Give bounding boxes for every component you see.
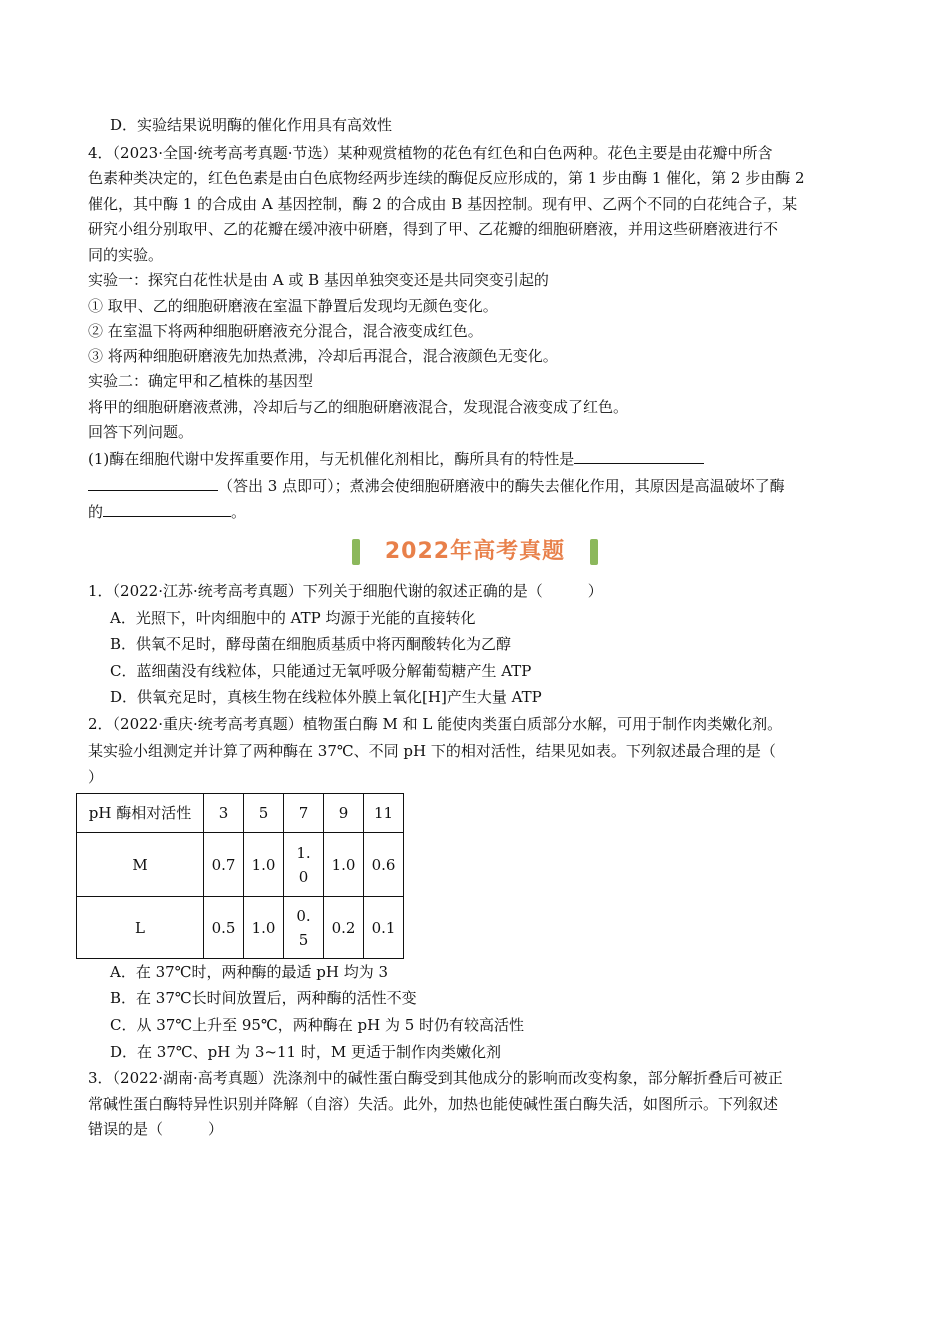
table-row (77, 833, 404, 897)
q2022-2-stem-line-3: ） (88, 768, 104, 786)
answer-blank-2[interactable] (88, 474, 218, 491)
q2022-2-stem-line-1: 2．（2022·重庆·统考高考真题）植物蛋白酶 M 和 L 能使肉类蛋白质部分水解，可用于制作肉类嫩化剂。 (88, 715, 783, 733)
q4-sub-1-line-1 (88, 447, 704, 469)
q2022-1-option-b: B．供氧不足时，酵母菌在细胞质基质中将丙酮酸转化为乙醇 (110, 635, 512, 653)
q4-stem-line-5: 同的实验。 (88, 246, 164, 264)
table-header-cell: pH 酶相对活性 (77, 794, 204, 833)
q2022-1-option-c: C．蓝细菌没有线粒体，只能通过无氧呼吸分解葡萄糖产生 ATP (110, 662, 532, 680)
q2022-2-stem-line-2: 某实验小组测定并计算了两种酶在 37℃、不同 pH 下的相对活性，结果见如表。下列叙述最合理的是（ (88, 742, 776, 760)
q4-sub-1-text-2: （答出 3 点即可）；煮沸会使细胞研磨液中的酶失去催化作用，其原因是高温破坏了酶 (218, 477, 785, 495)
table-cell (284, 897, 324, 959)
experiment-2-text: 将甲的细胞研磨液煮沸，冷却后与乙的细胞研磨液混合，发现混合液变成了红色。 (88, 398, 629, 416)
table-header-cell: 11 (364, 794, 404, 833)
answer-blank-3[interactable] (103, 500, 231, 517)
table-cell: 0.7 (204, 833, 244, 897)
experiment-1-step-3: ③ 将两种细胞研磨液先加热煮沸，冷却后再混合，混合液颜色无变化。 (88, 347, 558, 365)
table-cell: L (77, 897, 204, 959)
q2022-1-stem: 1．（2022·江苏·统考高考真题）下列关于细胞代谢的叙述正确的是（ ） (88, 582, 603, 600)
table-cell (284, 833, 324, 897)
q4-stem-line-2: 色素种类决定的，红色色素是由白色底物经两步连续的酶促反应形成的，第 1 步由酶 1 催化，第 2 步由酶 2 (88, 169, 805, 187)
q2022-1-option-d: D．供氧充足时，真核生物在线粒体外膜上氧化[H]产生大量 ATP (110, 688, 542, 706)
table-row (77, 897, 404, 959)
experiment-1-step-1: ① 取甲、乙的细胞研磨液在室温下静置后发现均无颜色变化。 (88, 297, 498, 315)
table-cell: 1.0 (244, 897, 284, 959)
table-cell: 1.0 (324, 833, 364, 897)
q2022-2-option-a: A．在 37℃时，两种酶的最适 pH 均为 3 (110, 963, 388, 981)
experiment-2-title: 实验二：确定甲和乙植株的基因型 (88, 372, 314, 390)
q2022-3-stem-line-1: 3．（2022·湖南·高考真题）洗涤剂中的碱性蛋白酶受到其他成分的影响而改变构象，部分解折叠后可被正 (88, 1069, 783, 1087)
answer-prompt: 回答下列问题。 (88, 423, 194, 441)
section-banner (352, 536, 598, 568)
q4-sub-1-text: (1)酶在细胞代谢中发挥重要作用，与无机催化剂相比，酶所具有的特性是 (88, 450, 575, 468)
q2022-3-stem-line-2: 常碱性蛋白酶特异性识别并降解（自溶）失活。此外，加热也能使碱性蛋白酶失活，如图所示。下列叙述 (88, 1095, 779, 1113)
table-cell: 0.5 (204, 897, 244, 959)
section-banner-title: 2022年高考真题 (384, 539, 566, 564)
q4-sub-1-line-2 (88, 474, 785, 496)
q2022-2-option-b: B．在 37℃长时间放置后，两种酶的活性不变 (110, 989, 417, 1007)
q4-stem-line-4: 研究小组分别取甲、乙的花瓣在缓冲液中研磨，得到了甲、乙花瓣的细胞研磨液，并用这些研磨液进行不 (88, 220, 779, 238)
q4-stem-line-1: 4．（2023·全国·统考高考真题·节选）某种观赏植物的花色有红色和白色两种。花色主要是由花瓣中所含 (88, 144, 773, 162)
table-cell: M (77, 833, 204, 897)
table-cell: 0.2 (324, 897, 364, 959)
table-header-cell: 3 (204, 794, 244, 833)
table-cell: 0.6 (364, 833, 404, 897)
table-cell: 1.0 (244, 833, 284, 897)
q2022-2-option-d: D．在 37℃、pH 为 3~11 时，M 更适于制作肉类嫩化剂 (110, 1043, 501, 1061)
table-header-cell: 9 (324, 794, 364, 833)
experiment-1-title: 实验一：探究白花性状是由 A 或 B 基因单独突变还是共同突变引起的 (88, 271, 549, 289)
banner-right-mark (590, 539, 598, 565)
q4-sub-1-line-3 (88, 500, 246, 522)
q4-stem-line-3: 催化，其中酶 1 的合成由 A 基因控制，酶 2 的合成由 B 基因控制。现有甲、乙两个不同的白花纯合子，某 (88, 195, 798, 213)
table-cell-part: 0. (296, 906, 311, 925)
table-header-cell: 7 (284, 794, 324, 833)
q2022-2-option-c: C．从 37℃上升至 95℃，两种酶在 pH 为 5 时仍有较高活性 (110, 1016, 525, 1034)
q4-sub-1-text-3b: 。 (231, 503, 247, 521)
q2022-1-option-a: A．光照下，叶肉细胞中的 ATP 均源于光能的直接转化 (110, 609, 476, 627)
enzyme-activity-table (76, 793, 404, 959)
table-cell: 0.1 (364, 897, 404, 959)
table-header-row (77, 794, 404, 833)
table-cell-part: 5 (298, 930, 309, 949)
table-header-cell: 5 (244, 794, 284, 833)
q4-sub-1-text-3a: 的 (88, 503, 104, 521)
answer-blank-1[interactable] (574, 447, 704, 464)
table-cell-part: 0 (298, 867, 309, 886)
experiment-1-step-2: ② 在室温下将两种细胞研磨液充分混合，混合液变成红色。 (88, 322, 483, 340)
q2022-3-stem-line-3: 错误的是（ ） (88, 1120, 224, 1138)
table-cell-part: 1. (296, 843, 311, 862)
q3-option-d: D．实验结果说明酶的催化作用具有高效性 (110, 116, 393, 134)
